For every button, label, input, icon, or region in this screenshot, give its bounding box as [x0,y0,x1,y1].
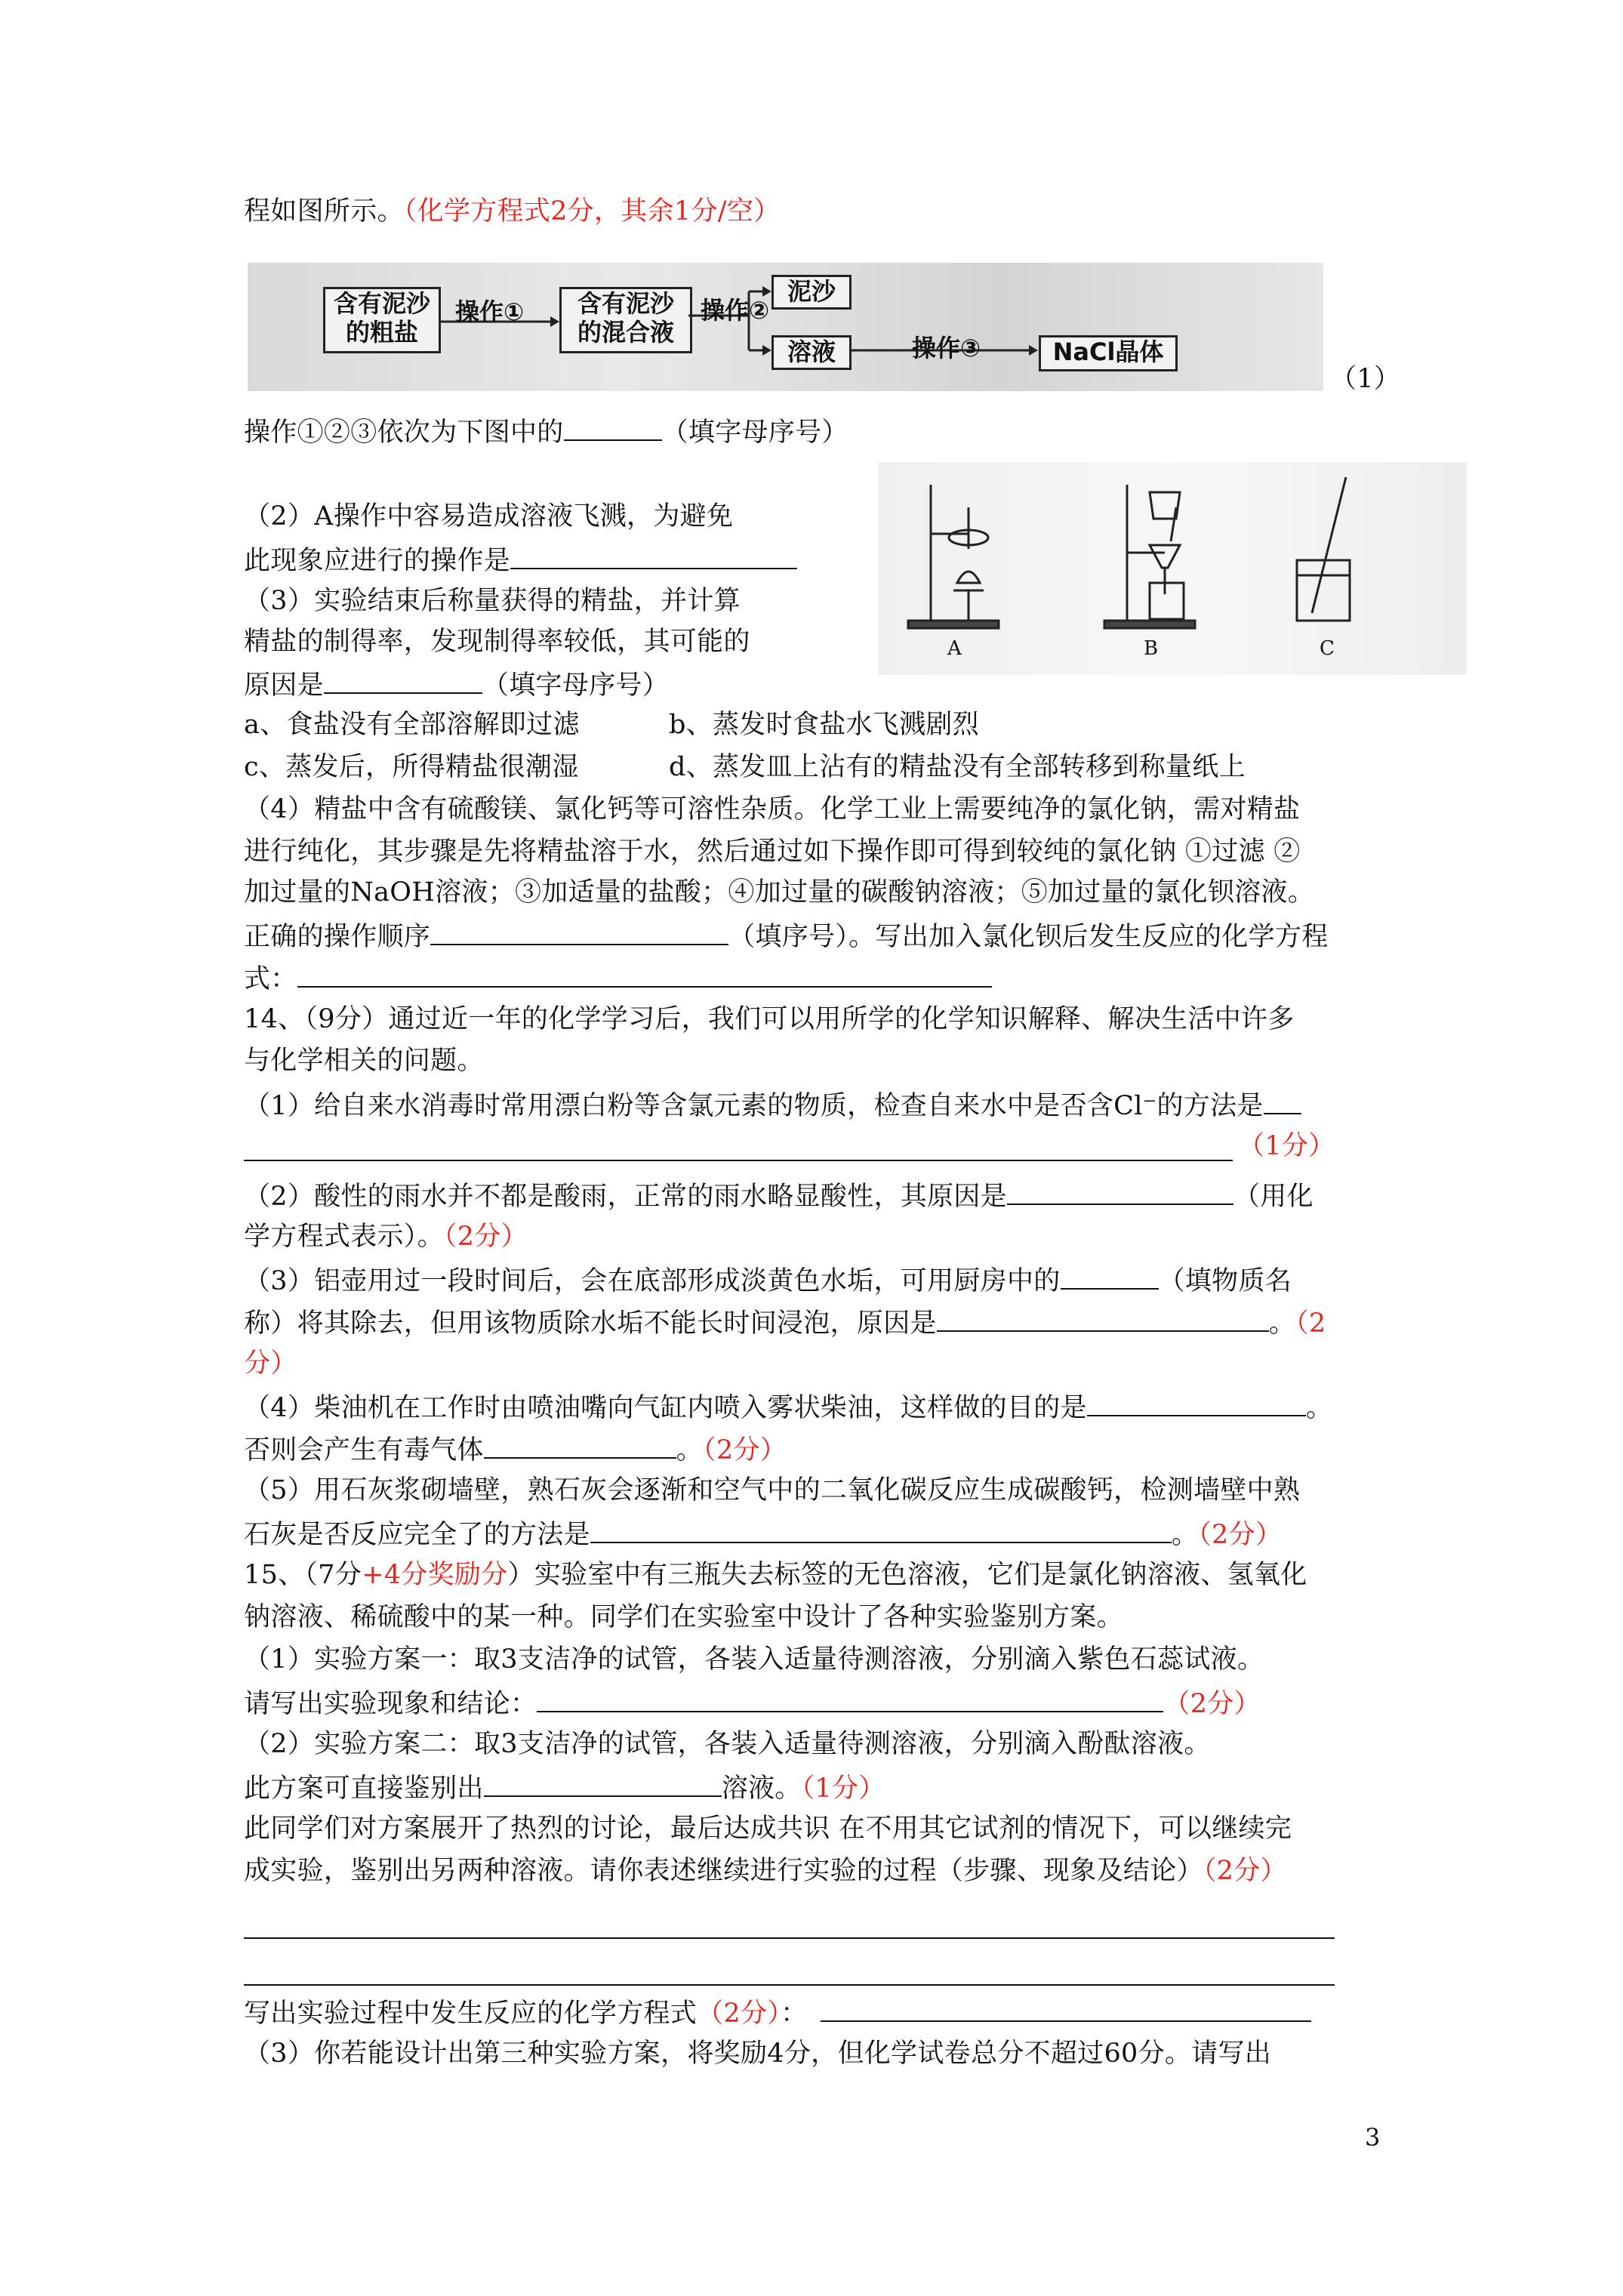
q3-line3 [244,667,669,702]
intro-score: （化学方程式2分，其余1分/空） [403,196,781,227]
q15-discussion-text: 成实验，鉴别出另两种溶液。请你表述继续进行实验的过程（步骤、现象及结论） [244,1856,1203,1886]
answer-blank[interactable] [537,1685,1163,1712]
intro-text: 程如图所示。 [244,196,404,227]
q3-line3-hint: （填字母序号） [482,670,670,701]
q4-line1: （4）精盐中含有硫酸镁、氯化钙等可溶性杂质。化学工业上需要纯净的氯化钠，需对精盐 [244,794,1301,824]
flow-op2-label: 操作② [701,296,770,325]
q15-2-text: 此方案可直接鉴别出 [244,1774,484,1804]
q15-discussion-line2 [244,1854,1287,1888]
apparatus-label-a: A [947,637,962,660]
answer-blank[interactable] [1061,1262,1159,1290]
q14-2-line2 [244,1220,528,1253]
q15-2-score: （1分） [801,1774,885,1804]
q14-5-line1: （5）用石灰浆砌墙壁，熟石灰会逐渐和空气中的二氧化碳反应生成碳酸钙，检测墙壁中熟 [244,1475,1301,1505]
answer-blank[interactable] [484,1770,722,1797]
q14-4-line2 [244,1432,787,1467]
q15-equation-line [244,1995,1311,2030]
q14-4-text: （4）柴油机在工作时由喷油嘴向气缸内喷入雾状柴油，这样做的目的是 [244,1393,1087,1423]
option-d: d、蒸发皿上沾有的精盐没有全部转移到称量纸上 [669,752,1246,782]
q14-5-line2 [244,1516,1282,1552]
flow-box-crude-salt [323,287,441,353]
answer-blank[interactable] [590,1516,1172,1543]
q15-2-line1: （2）实验方案二：取3支洁净的试管，各装入适量待测溶液，分别滴入酚酞溶液。 [244,1729,1211,1759]
q14-1-line1 [244,1087,1301,1123]
flow-box-sand: 泥沙 [771,275,852,310]
q14-3-line2-text: 称）将其除去，但用该物质除水垢不能长时间浸泡，原因是 [244,1308,937,1339]
q3-line1: （3）实验结束后称量获得的精盐，并计算 [244,586,741,616]
q14-1-score: （1分） [1238,1131,1335,1161]
apparatus-label-c: C [1320,637,1335,660]
q4-line4-text: 正确的操作顺序 [244,922,431,952]
q-ops-text: 操作①②③依次为下图中的 [244,418,564,448]
q15-1-text: 请写出实验现象和结论： [244,1689,537,1719]
answer-blank[interactable] [1264,1087,1301,1114]
flow-box-mixture-line1: 含有泥沙 [577,289,674,318]
q15-2-suffix: 溶液。 [721,1774,802,1804]
q15-discussion-score: （2分） [1203,1856,1287,1886]
q-ops-hint: （填字母序号） [661,418,848,448]
q14-4-line2-text: 否则会产生有毒气体 [244,1435,484,1465]
answer-blank[interactable] [484,1432,676,1459]
q2-line2 [244,542,797,578]
q2-line2-text: 此现象应进行的操作是 [244,546,511,576]
q15-equation-text: 写出实验过程中发生反应的化学方程式 [244,1999,698,2029]
q14-3-score-a: （2 [1295,1308,1326,1339]
q14-5-text: 石灰是否反应完全了的方法是 [244,1520,590,1550]
lab-apparatus-icon [878,462,1467,675]
q14-2-line1 [244,1178,1313,1213]
flow-op1-label: 操作① [455,297,525,326]
q14-4-line2-period: 。 [676,1435,704,1465]
page-number: 3 [1365,2123,1381,2152]
answer-line[interactable] [244,1937,1335,1939]
q14-2-line2-text: 学方程式表示）。 [244,1222,444,1252]
q-ops-line [244,414,848,449]
q14-3-line2 [244,1305,1326,1340]
q4-line4 [244,918,1329,954]
q14-3-hint: （填物质名 [1158,1266,1292,1296]
flow-box-crude-salt-line2: 的粗盐 [345,318,418,347]
q15-line2: 钠溶液、稀硫酸中的某一种。同学们在实验室中设计了各种实验鉴别方案。 [244,1602,1123,1632]
q4-line5 [244,960,992,996]
answer-blank[interactable] [564,414,662,441]
answer-line[interactable] [244,1160,1233,1161]
flow-box-mixture-line2: 的混合液 [577,318,674,347]
flow-box-crude-salt-line1: 含有泥沙 [333,289,430,318]
q3-line3-text: 原因是 [244,670,324,701]
q14-3-line1 [244,1262,1292,1298]
flow-box-nacl-crystal: NaCl晶体 [1039,335,1178,371]
q15-equation-colon: ： [781,1999,808,2029]
q14-4-score: （2分） [703,1435,787,1465]
q15-1-score: （2分） [1163,1689,1261,1719]
q14-5-period: 。 [1171,1520,1199,1550]
answer-line[interactable] [244,1984,1335,1986]
apparatus-figure [878,462,1467,675]
flow-suffix: （1） [1330,364,1401,394]
q15-bonus: +4分奖励分 [362,1560,508,1590]
answer-blank[interactable] [430,918,728,945]
flow-box-solution: 溶液 [771,335,852,370]
intro-line [244,195,780,228]
option-a: a、食盐没有全部溶解即过滤 [244,710,580,740]
answer-blank[interactable] [510,542,797,569]
answer-blank[interactable] [1087,1389,1306,1416]
q14-2-text: （2）酸性的雨水并不都是酸雨，正常的雨水略显酸性，其原因是 [244,1182,1007,1212]
q3-line2: 精盐的制得率，发现制得率较低，其可能的 [244,627,750,657]
option-b: b、蒸发时食盐水飞溅剧烈 [669,710,980,740]
apparatus-label-b: B [1144,637,1159,660]
answer-blank[interactable] [1007,1178,1233,1205]
answer-blank[interactable] [937,1305,1269,1332]
answer-blank[interactable] [821,1995,1311,2022]
q15-3-line1: （3）你若能设计出第三种实验方案，将奖励4分，但化学试卷总分不超过60分。请写出 [244,2039,1272,2069]
q15-1-line2 [244,1685,1261,1721]
q14-4-line1 [244,1389,1332,1425]
q14-5-score: （2分） [1198,1520,1283,1550]
q2-line1: （2）A操作中容易造成溶液飞溅，为避免 [244,501,734,532]
q4-line3: 加过量的NaOH溶液；③加适量的盐酸；④加过量的碳酸钠溶液；⑤加过量的氯化钡溶液。 [244,877,1315,908]
q4-line5-text: 式： [244,964,297,994]
q15-1-line1: （1）实验方案一：取3支洁净的试管，各装入适量待测溶液，分别滴入紫色石蕊试液。 [244,1644,1264,1675]
q14-3-text: （3）铝壶用过一段时间后，会在底部形成淡黄色水垢，可用厨房中的 [244,1266,1061,1296]
q14-2-hint: （用化 [1233,1182,1313,1212]
flow-box-mixture [559,287,692,353]
process-flowchart [248,263,1323,391]
q15-head: 15、（7分 [244,1560,362,1590]
q15-2-line2 [244,1770,885,1805]
q14-line1: 14、（9分）通过近一年的化学学习后，我们可以用所学的化学知识解释、解决生活中许多 [244,1004,1295,1034]
q14-3-score-b: 分） [244,1348,297,1379]
option-c: c、蒸发后，所得精盐很潮湿 [244,752,579,782]
q14-3-period: 。 [1268,1308,1296,1339]
q15-discussion-line1: 此同学们对方案展开了热烈的讨论，最后达成共识 在不用其它试剂的情况下，可以继续完 [244,1814,1292,1844]
q14-line2: 与化学相关的问题。 [244,1046,484,1076]
q15-line1 [244,1558,1307,1592]
answer-blank[interactable] [297,960,992,988]
q4-line4-hint: （填序号）。写出加入氯化钡后发生反应的化学方程 [728,922,1329,952]
q14-4-period: 。 [1305,1393,1333,1423]
q14-2-score: （2分） [443,1222,528,1252]
q15-text: ）实验室中有三瓶失去标签的无色溶液，它们是氯化钠溶液、氢氧化 [507,1560,1307,1590]
q14-1-text: （1）给自来水消毒时常用漂白粉等含氯元素的物质，检查自来水中是否含Cl⁻的方法是 [244,1091,1264,1121]
flow-op3-label: 操作③ [912,334,981,362]
answer-blank[interactable] [324,667,482,694]
q15-equation-score: （2分） [697,1999,781,2029]
q4-line2: 进行纯化，其步骤是先将精盐溶于水，然后通过如下操作即可得到较纯的氯化钠 ①过滤 ② [244,837,1301,867]
